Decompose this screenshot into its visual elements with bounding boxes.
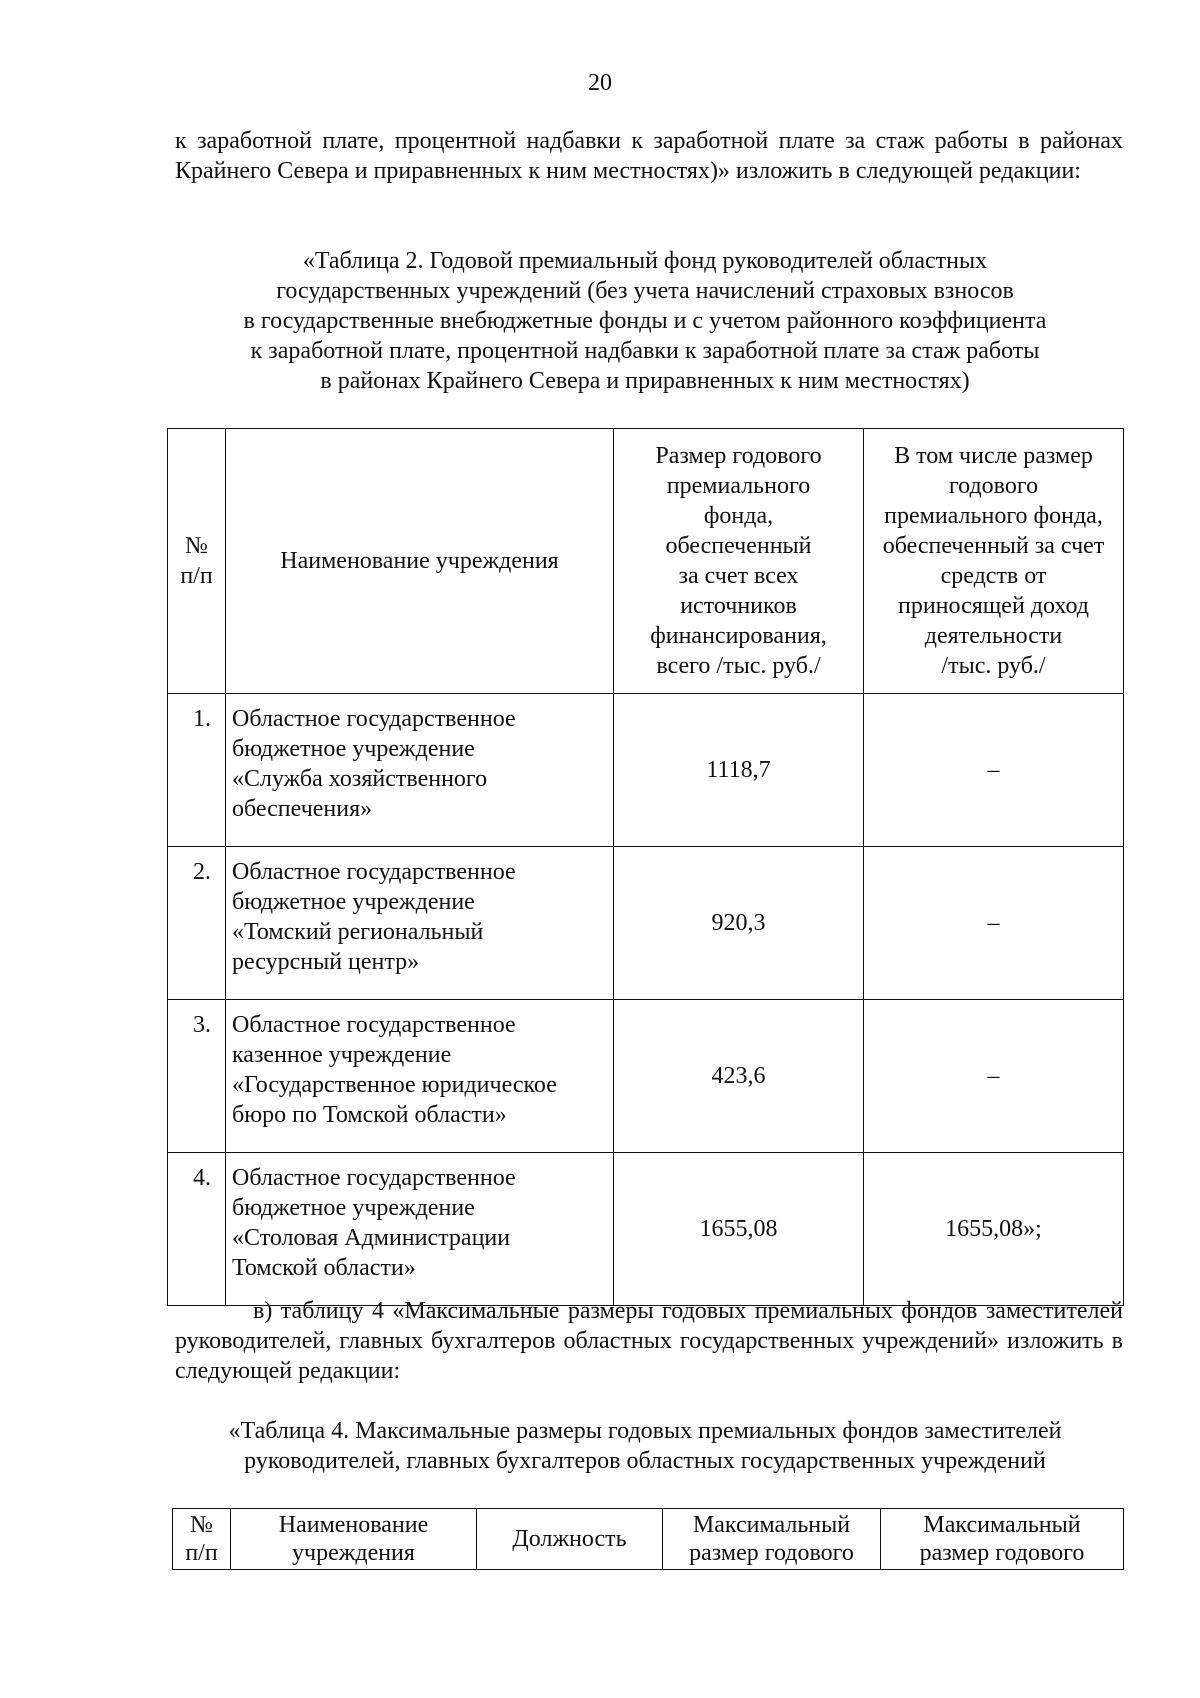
table-row: [168, 1000, 1124, 1153]
row-total-fund: 1655,08: [614, 1153, 864, 1306]
table-header-row: [168, 429, 1124, 694]
intro-paragraph: к заработной плате, процентной надбавки к заработной плате за стаж работы в районах Крайнего Севера и приравненных к ним местностях)» изложить в следующей редакции:: [175, 128, 1123, 184]
row-total-fund: 920,3: [614, 847, 864, 1000]
row-institution-name: Областное государственное бюджетное учреждение «Служба хозяйственного обеспечения»: [226, 694, 614, 847]
table4-caption: [160, 1416, 1130, 1476]
table2-caption: [160, 246, 1130, 396]
table-header-row: [173, 1509, 1124, 1570]
caption-line: «Таблица 4. Максимальные размеры годовых премиальных фондов заместителей: [228, 1418, 1062, 1444]
caption-line: в районах Крайнего Севера и приравненных к ним местностях): [320, 368, 970, 394]
header-position: Должность: [477, 1509, 663, 1570]
header-max-fund-1: Максимальный размер годового: [663, 1509, 881, 1570]
row-income-fund: 1655,08»;: [864, 1153, 1124, 1306]
row-income-fund: –: [864, 847, 1124, 1000]
row-number: 1.: [168, 694, 226, 847]
row-institution-name: Областное государственное бюджетное учреждение «Томский региональный ресурсный центр»: [226, 847, 614, 1000]
caption-line: государственных учреждений (без учета начислений страховых взносов: [276, 278, 1014, 304]
header-number: № п/п: [173, 1509, 231, 1570]
paragraph-v: в) таблицу 4 «Максимальные размеры годовых премиальных фондов заместителей руководителей, главных бухгалтеров областных государственных учреждений» изложить в следующей редакции:: [175, 1298, 1123, 1384]
header-institution-name: Наименование учреждения: [231, 1509, 477, 1570]
caption-line: «Таблица 2. Годовой премиальный фонд руководителей областных: [302, 248, 988, 274]
row-institution-name: Областное государственное казенное учреждение «Государственное юридическое бюро по Томской области»: [226, 1000, 614, 1153]
caption-line: к заработной плате, процентной надбавки к заработной плате за стаж работы: [250, 338, 1040, 364]
premium-fund-table: [167, 428, 1124, 1306]
header-institution-name: Наименование учреждения: [226, 429, 614, 694]
row-number: 4.: [168, 1153, 226, 1306]
header-income-fund: В том числе размер годового премиального фонда, обеспеченный за счет средств от приносящей доход деятельности /тыс. руб./: [864, 429, 1124, 694]
table-row: [168, 847, 1124, 1000]
row-total-fund: 423,6: [614, 1000, 864, 1153]
table-row: [168, 1153, 1124, 1306]
header-total-fund: Размер годового премиального фонда, обеспеченный за счет всех источников финансирования, всего /тыс. руб./: [614, 429, 864, 694]
row-income-fund: –: [864, 694, 1124, 847]
caption-line: в государственные внебюджетные фонды и с учетом районного коэффициента: [243, 308, 1047, 334]
row-number: 3.: [168, 1000, 226, 1153]
header-max-fund-2: Максимальный размер годового: [881, 1509, 1124, 1570]
table-row: [168, 694, 1124, 847]
page-number: 20: [588, 70, 612, 96]
header-number: № п/п: [168, 429, 226, 694]
row-institution-name: Областное государственное бюджетное учреждение «Столовая Администрации Томской области»: [226, 1153, 614, 1306]
row-income-fund: –: [864, 1000, 1124, 1153]
row-total-fund: 1118,7: [614, 694, 864, 847]
deputy-fund-table: [172, 1508, 1124, 1570]
row-number: 2.: [168, 847, 226, 1000]
caption-line: руководителей, главных бухгалтеров областных государственных учреждений: [244, 1448, 1046, 1474]
